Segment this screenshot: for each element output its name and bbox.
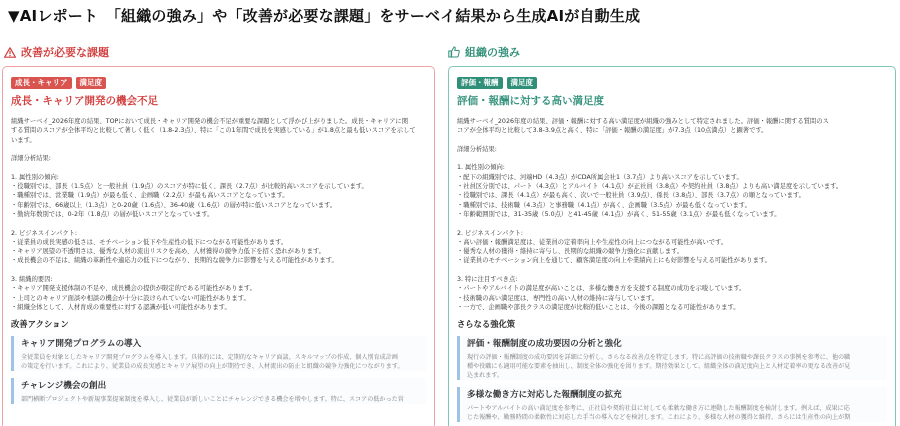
action-text: 込まれます。 [467, 372, 504, 380]
body-line: 組織サーベイ_2026年度の結果、TOPにおいて成長・キャリア開発の機会不足が重要な課題として浮かび上がりました。成長・キャリアに関 [11, 118, 408, 125]
body-line: する質問のスコアが全体平均と比較して著しく低く（1.8-2.3点）、特に「この1年間で成長を実感している」が1.8点と最も低いスコアを示して [11, 127, 416, 135]
body-line: ・組織全体として、人材育成の重要性に対する認識が低い可能性があります。 [11, 303, 231, 311]
body-line: ・配下の組織別では、河端HD（4.3点）がCDA所属会社1（3.7点）より高いスコアを示しています。 [457, 173, 743, 181]
tag-type: 満足度 [76, 77, 107, 89]
body-line: ・高い評価・報酬満足度は、従業員の定着率向上や生産性の向上につながる可能性が高いです。 [457, 238, 728, 246]
action-item [457, 387, 887, 422]
body-line: コアが全体平均と比較して3.8-3.9点と高く、特に「評価・報酬の満足度」が7.3点（10点満点）と顕著です。 [457, 127, 768, 135]
body-line: 3. 組織的要因: [11, 276, 53, 284]
action-text: 種や役職にも適用可能な要素を抽出し、制度全体の強化を図ります。期待効果として、組織全体の満足度向上と人材定着率の更なる改善が見 [467, 363, 851, 371]
tag-category: 評価・報酬 [457, 77, 503, 89]
body-line: 詳細分析結果: [11, 155, 51, 163]
body-line [457, 136, 887, 145]
body-line [457, 266, 887, 275]
body-line: 1. 属性別の傾向: [11, 173, 59, 181]
strengths-heading-label: 組織の強み [465, 46, 520, 59]
body-line: 詳細分析結果: [457, 145, 497, 153]
body-line: 2. ビジネスインパクト: [457, 229, 524, 237]
body-line: ・上司とのキャリア面談や相談の機会が十分に設けられていない可能性があります。 [11, 294, 250, 302]
strength-body [457, 117, 887, 312]
body-line: 3. 特に注目すべき点: [457, 276, 518, 284]
tag-type: 満足度 [507, 77, 538, 89]
body-line: ・成長機会の不足は、組織の革新性や適応力の低下につながり、長期的な競争力に影響を与える可能性があります。 [11, 257, 338, 265]
body-line: ・一方で、企画職や部長クラスの満足度が比較的低いことは、今後の課題となる可能性があります。 [457, 303, 740, 311]
body-line: ・年齢別では、66歳以上（1.3点）と0-20歳（1.6点）、36-40歳（1.6点）の層が特に低いスコアとなっています。 [11, 201, 337, 209]
action-text: 全従業員を対象としたキャリア開発プログラムを導入します。具体的には、定期的なキャリア面談、スキルマップの作成、個人別育成計画 [21, 354, 398, 362]
action-text: 現行の評価・報酬制度の成功要因を詳細に分析し、さらなる改善点を特定します。特に高評価の技術職や課長クラスの事例を参考に、他の職 [467, 354, 851, 362]
strength-title: 評価・報酬に対する高い満足度 [457, 95, 604, 107]
tag-category: 成長・キャリア [11, 77, 72, 89]
action-text: じた報酬や、勤務時間の柔軟性に対応した手当の導入などを検討します。これにより、多様な人材の獲得と維持、さらには生産性の向上が期 [467, 414, 851, 422]
body-line: ・従業員の成長実感の低さは、モチベーション低下や生産性の低下につながる可能性があります。 [11, 238, 288, 246]
page-title: ▼AIレポート 「組織の強み」や「改善が必要な課題」をサーベイ結果から生成AIが自動生成 [8, 7, 641, 25]
action-item [11, 336, 426, 371]
action-title: 多様な働き方に対応した報酬制度の拡充 [467, 390, 622, 401]
body-line: ・キャリア展望の不透明さは、優秀な人材の流出リスクを高め、人材獲得の競争力低下を招く恐れがあります。 [11, 248, 325, 256]
strength-tags [457, 77, 887, 89]
body-line: ・従業員のモチベーション向上を通じて、顧客満足度の向上や業績向上にも好影響を与える可能性があります。 [457, 257, 771, 265]
body-line: ・年齢範囲別では、31-35歳（5.0点）と41-45歳（4.1点）が高く、51-55歳（3.1点）が最も低くなっています。 [457, 210, 781, 218]
body-line: ・技術職の高い満足度は、専門性の高い人材の維持に寄与しています。 [457, 294, 658, 302]
body-line: ・パートやアルバイトの満足度が高いことは、多様な働き方を支援する制度の成功を示唆しています。 [457, 285, 746, 293]
action-item [11, 378, 426, 404]
action-title: チャレンジ機会の創出 [21, 381, 107, 392]
body-line: ・職種別では、営業職（1.9点）が最も低く、企画職（2.2点）が最も高いスコアとなっています。 [11, 192, 289, 200]
issues-heading-label: 改善が必要な課題 [21, 46, 109, 59]
action-title: キャリア開発プログラムの導入 [21, 339, 142, 350]
body-line: ・職種別では、技術職（4.3点）と事務職（4.1点）が高く、企画職（3.5点）が最も低くなっています。 [457, 201, 751, 209]
body-line: ・優秀な人材の獲得・維持に寄与し、長期的な組織の競争力強化に貢献します。 [457, 248, 684, 256]
action-text: パートやアルバイトの高い満足度を参考に、正社員や契約社員に対しても柔軟な働き方に連動した報酬制度を検討します。例えば、成果に応 [467, 405, 850, 413]
body-line [11, 163, 426, 172]
body-line: ・勤続年数別では、0-2年（1.8点）の層が低いスコアとなっています。 [11, 210, 214, 218]
body-line: 1. 属性別の傾向: [457, 164, 505, 172]
issue-tags [11, 77, 426, 89]
body-line [457, 219, 887, 228]
issue-title: 成長・キャリア開発の機会不足 [11, 95, 158, 107]
warning-icon [4, 47, 16, 58]
action-item [457, 336, 887, 380]
reinforcement-heading: さらなる強化策 [457, 319, 516, 330]
issue-card [2, 66, 435, 426]
body-line [11, 145, 426, 154]
body-line: います。 [11, 136, 36, 144]
action-title: 評価・報酬制度の成功要因の分析と強化 [467, 339, 622, 350]
body-line: ・役職別では、課長（4.1点）が最も高く、次いで一般社員（3.9点）、係長（3.8点）、部長（3.7点）の順となっています。 [457, 192, 805, 200]
body-line: 組織サーベイ_2026年度の結果、評価・報酬に対する高い満足度が組織の強みとして特定されました。評価・報酬に関する質問のス [457, 118, 829, 125]
strengths-section-heading [448, 44, 520, 60]
thumbs-up-icon [448, 46, 460, 58]
body-line: 2. ビジネスインパクト: [11, 229, 78, 237]
action-text: の策定を行います。これにより、従業員の成長実感とキャリア展望の向上が期待でき、人材流出の防止と組織の競争力強化につながります。 [21, 363, 404, 371]
issue-body [11, 117, 426, 312]
strength-card [448, 66, 896, 426]
body-line: ・社員区分別では、パート（4.3点）とアルバイト（4.1点）が正社員（3.8点）や契約社員（3.8点）よりも高い満足度を示しています。 [457, 183, 843, 191]
body-line: ・役職別では、部長（1.5点）と一般社員（1.9点）のスコアが特に低く、課長（2.7点）が比較的高いスコアを示しています。 [11, 183, 368, 191]
body-line: ・キャリア開発支援体制の不足や、成長機会の提供が限定的である可能性があります。 [11, 285, 256, 293]
body-line [11, 266, 426, 275]
issues-section-heading [4, 44, 109, 60]
body-line [457, 154, 887, 163]
body-line [11, 219, 426, 228]
actions-heading: 改善アクション [11, 319, 69, 330]
action-text: 部門横断プロジェクトや新規事業提案制度を導入し、従業員が新しいことにチャレンジできる機会を増やします。特に、スコアの低かった営 [21, 396, 404, 404]
